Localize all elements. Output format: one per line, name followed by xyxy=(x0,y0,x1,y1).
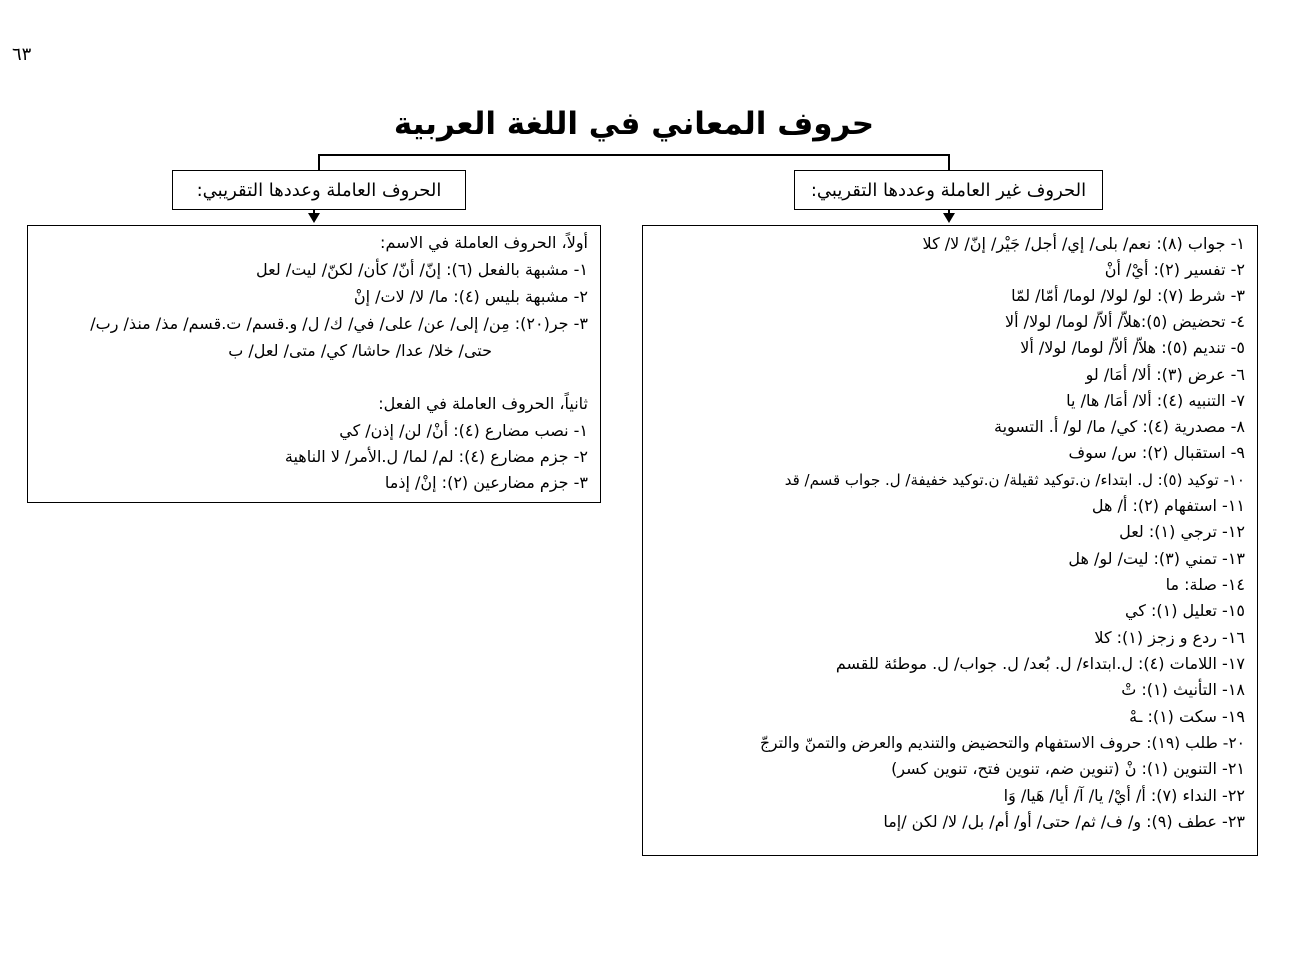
section1-item: ١- مشبهة بالفعل (٦): إنّ/ أنّ/ كأن/ لكنّ/ ليت/ لعل xyxy=(256,260,588,279)
left-arrowhead xyxy=(308,213,320,223)
connector-horizontal xyxy=(318,154,950,156)
right-item: ٤- تحضيض (٥):هلاّ/ ألاّ/ لوما/ لولا/ ألا xyxy=(1005,312,1245,331)
right-item: ٢٣- عطف (٩): و/ ف/ ثم/ حتى/ أو/ أم/ بل/ لا/ لكن /إما xyxy=(883,812,1245,831)
connector-left-drop xyxy=(318,154,320,170)
right-item: ١٩- سكت (١): ـهْ xyxy=(1129,707,1245,726)
right-item: ١٨- التأنيث (١): تْ xyxy=(1121,680,1245,699)
left-header-label: الحروف العاملة وعددها التقريبي: xyxy=(196,179,442,201)
page-number: ٦٣ xyxy=(12,44,32,64)
right-item: ٢٢- النداء (٧): أ/ أيْ/ يا/ آ/ أيا/ هَيا/ وَا xyxy=(1003,786,1245,805)
section1-title: أولاً، الحروف العاملة في الاسم: xyxy=(380,233,588,252)
section2-item: ١- نصب مضارع (٤): أنْ/ لن/ إذن/ كي xyxy=(339,421,588,440)
right-item: ١٠- توكيد (٥): ل. ابتداء/ ن.توكيد ثقيلة/ ن.توكيد خفيفة/ ل. جواب قسم/ قد xyxy=(784,471,1245,489)
right-item: ١٦- ردع و زجز (١): كلا xyxy=(1094,628,1245,647)
right-item: ١٧- اللامات (٤): ل.ابتداء/ ل. بُعد/ ل. جواب/ ل. موطئة للقسم xyxy=(835,654,1245,673)
section1-item: ٣- جر(٢٠): مِن/ إلى/ عن/ على/ في/ ك/ ل/ و.قسم/ ت.قسم/ مذ/ منذ/ رب/ xyxy=(90,314,588,333)
right-item: ١- جواب (٨): نعم/ بلى/ إي/ أجل/ جَيْر/ إنّ/ لا/ كلا xyxy=(922,234,1245,253)
right-item: ٨- مصدرية (٤): كي/ ما/ لو/ أ. التسوية xyxy=(993,417,1245,436)
section1-item-continued: حتى/ خلا/ عدا/ حاشا/ كي/ متى/ لعل/ ب xyxy=(228,341,492,360)
right-item: ٧- التنبيه (٤): ألا/ أمَا/ ها/ يا xyxy=(1066,391,1245,410)
right-item: ١٥- تعليل (١): كي xyxy=(1124,601,1245,620)
section2-item: ٢- جزم مضارع (٤): لم/ لما/ ل.الأمر/ لا الناهية xyxy=(284,447,588,466)
section1-item: ٢- مشبهة بليس (٤): ما/ لا/ لات/ إنْ xyxy=(353,287,588,306)
right-item: ٥- تنديم (٥): هلاّ/ ألاّ/ لوما/ لولا/ ألا xyxy=(1020,338,1245,357)
right-item: ٦- عرض (٣): ألا/ أمَا/ لو xyxy=(1085,365,1245,384)
right-item: ٢٠- طلب (١٩): حروف الاستفهام والتحضيض والتنديم والعرض والتمنّ والترجّ xyxy=(760,734,1245,752)
right-item: ٩- استقبال (٢): س/ سوف xyxy=(1068,443,1245,462)
right-item: ٣- شرط (٧): لو/ لولا/ لوما/ أمّا/ لمّا xyxy=(1011,286,1245,305)
right-content-box xyxy=(642,225,1258,856)
left-header-box xyxy=(172,170,466,210)
diagram-title: حروف المعاني في اللغة العربية xyxy=(393,106,875,142)
right-item: ١١- استفهام (٢): أ/ هل xyxy=(1091,496,1245,515)
right-arrowhead xyxy=(943,213,955,223)
right-item: ٢١- التنوين (١): نْ (تنوين ضم، تنوين فتح، تنوين كسر) xyxy=(891,759,1245,778)
section2-item: ٣- جزم مضارعين (٢): إنْ/ إذما xyxy=(384,473,588,492)
connector-right-drop xyxy=(948,154,950,170)
right-header-label: الحروف غير العاملة وعددها التقريبي: xyxy=(810,179,1087,201)
section2-title: ثانياً، الحروف العاملة في الفعل: xyxy=(378,394,588,413)
right-header-box xyxy=(794,170,1103,210)
left-content-box xyxy=(27,225,601,503)
right-item: ١٣- تمني (٣): ليت/ لو/ هل xyxy=(1068,549,1245,568)
right-item: ٢- تفسير (٢): أيْ/ أنْ xyxy=(1104,260,1245,279)
right-item: ١٢- ترجي (١): لعل xyxy=(1119,522,1245,541)
right-item: ١٤- صلة: ما xyxy=(1165,575,1245,594)
